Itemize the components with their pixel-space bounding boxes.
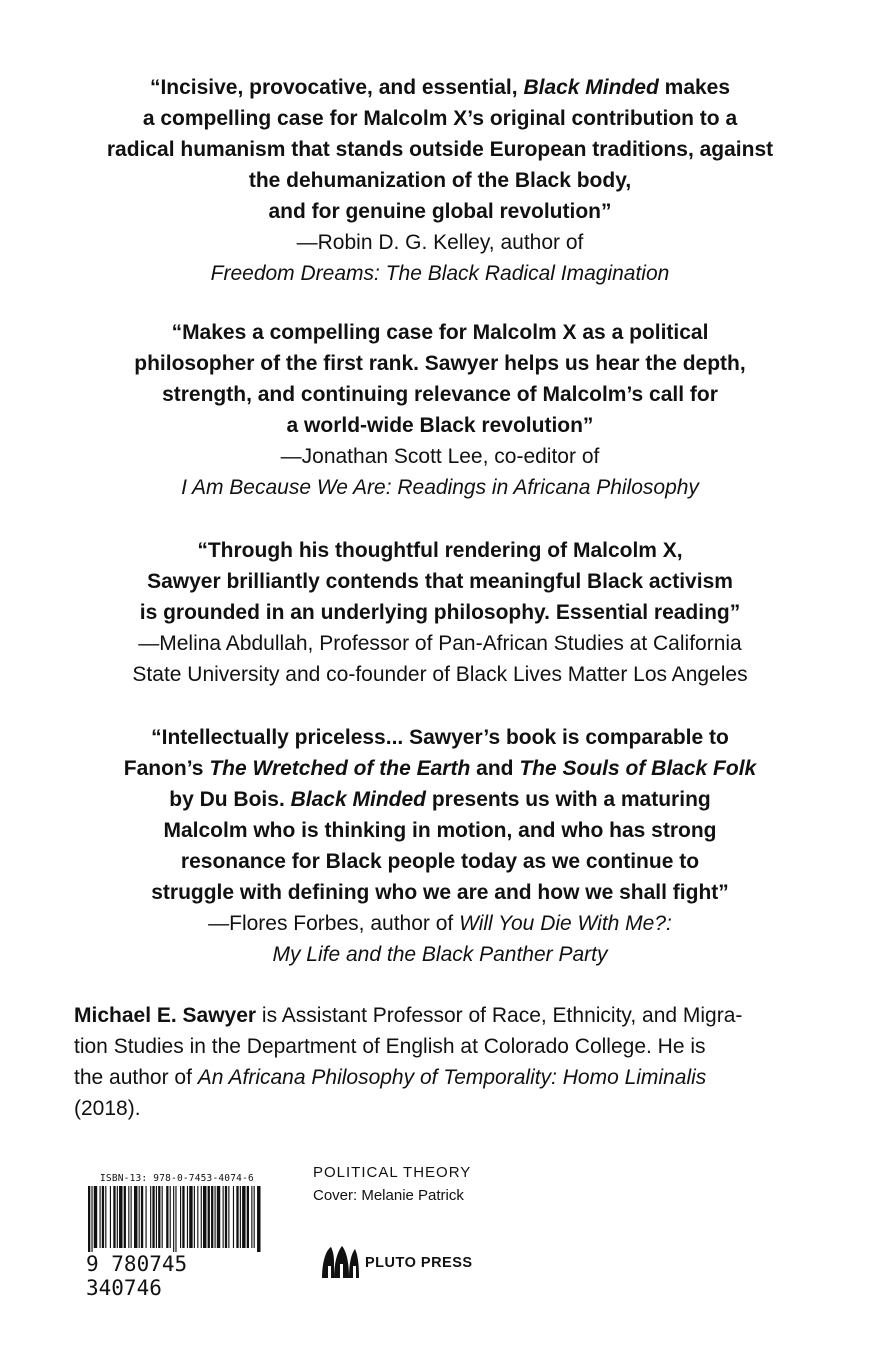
quote-line — [40, 165, 840, 196]
barcode-bar — [254, 1186, 255, 1248]
barcode-bar — [201, 1186, 202, 1248]
text-run: the author of — [74, 1066, 198, 1089]
barcode-bar — [141, 1186, 143, 1248]
text-run: is Assistant Professor of Race, Ethnicity, and Migra- — [256, 1004, 743, 1027]
barcode-bar — [119, 1186, 122, 1248]
bio-line — [74, 1000, 814, 1031]
italic-title: The Wretched of the Earth — [209, 757, 471, 780]
text-run: —Melina Abdullah, Professor of Pan-African Studies at California — [138, 632, 742, 655]
text-run: radical humanism that stands outside European traditions, against — [106, 138, 774, 161]
attribution-line — [40, 659, 840, 690]
text-run: —Jonathan Scott Lee, co-editor of — [280, 445, 600, 468]
barcode-bar — [242, 1186, 245, 1248]
attribution-line — [40, 908, 840, 939]
italic-title: Will You Die With Me?: — [459, 912, 672, 935]
quote-line — [40, 196, 840, 227]
quote-line — [40, 72, 840, 103]
barcode-bar — [203, 1186, 206, 1248]
barcode-bar — [223, 1186, 224, 1248]
isbn-label: ISBN-13: 978-0-7453-4074-6 — [100, 1173, 254, 1184]
attribution-line — [40, 227, 840, 258]
text-run: philosopher of the first rank. Sawyer helps us hear the depth, — [134, 352, 746, 375]
text-run: is grounded in an underlying philosophy. Essential reading” — [139, 601, 741, 624]
italic-title: The Souls of Black Folk — [519, 757, 757, 780]
barcode-bar — [139, 1186, 140, 1248]
barcode-bar — [131, 1186, 132, 1248]
barcode-bar — [128, 1186, 129, 1248]
italic-title: My Life and the Black Panther Party — [272, 943, 608, 966]
quote-line — [40, 722, 840, 753]
italic-title: I Am Because We Are: Readings in Africana Philosophy — [181, 476, 699, 499]
quote-line — [40, 134, 840, 165]
barcode-bar — [150, 1186, 151, 1248]
barcode-bar — [180, 1186, 181, 1248]
quote-line — [40, 846, 840, 877]
text-run: presents us with a maturing — [426, 788, 711, 811]
barcode-bar — [124, 1186, 126, 1248]
barcode-bar — [228, 1186, 229, 1248]
barcode-bar — [211, 1186, 213, 1248]
text-run: struggle with defining who we are and how we shall fight” — [151, 881, 729, 904]
text-run: State University and co-founder of Black Lives Matter Los Angeles — [132, 663, 748, 686]
barcode-bar — [170, 1186, 171, 1248]
barcode-bar — [194, 1186, 195, 1248]
barcode-bar — [117, 1186, 118, 1248]
barcode-bar — [189, 1186, 192, 1248]
barcode-bar — [156, 1186, 157, 1248]
quote-kelley — [40, 72, 840, 289]
text-run: a world-wide Black revolution” — [286, 414, 594, 437]
attribution-line — [40, 939, 840, 970]
barcode-bar — [113, 1186, 115, 1248]
barcode-bar — [240, 1186, 241, 1248]
author-bio — [74, 1000, 814, 1124]
bio-line — [74, 1093, 814, 1124]
barcode-bar — [217, 1186, 220, 1248]
barcode-bar — [247, 1186, 249, 1248]
barcode-bar — [94, 1186, 97, 1248]
barcode-bar — [257, 1186, 260, 1252]
text-run: a compelling case for Malcolm X’s original contribution to a — [142, 107, 738, 130]
pluto-press-logo-icon — [320, 1244, 360, 1280]
text-run: resonance for Black people today as we continue to — [180, 850, 700, 873]
barcode-bar — [102, 1186, 104, 1248]
quote-line — [40, 753, 840, 784]
publisher-mark — [320, 1244, 473, 1280]
text-run: makes — [658, 76, 731, 99]
barcode-bar — [175, 1186, 176, 1252]
barcode-bar — [251, 1186, 252, 1248]
text-run: (2018). — [74, 1097, 141, 1120]
attribution-line — [40, 472, 840, 503]
text-run: “Incisive, provocative, and essential, — [149, 76, 524, 99]
text-run: the dehumanization of the Black body, — [248, 169, 632, 192]
category-label: POLITICAL THEORY — [313, 1164, 472, 1181]
text-run: tion Studies in the Department of English at Colorado College. He is — [74, 1035, 706, 1058]
quote-line — [40, 410, 840, 441]
quote-line — [40, 317, 840, 348]
quote-lee — [40, 317, 840, 503]
barcode-bar — [187, 1186, 188, 1248]
quote-forbes — [40, 722, 840, 970]
barcode-bar — [88, 1186, 90, 1252]
barcode-bar — [208, 1186, 210, 1248]
quote-line — [40, 103, 840, 134]
barcode — [86, 1186, 262, 1252]
barcode-bar — [215, 1186, 216, 1248]
quote-line — [40, 535, 840, 566]
text-run: strength, and continuing relevance of Malcolm’s call for — [162, 383, 718, 406]
cover-credit: Cover: Melanie Patrick — [313, 1187, 464, 1204]
text-run: —Flores Forbes, author of — [208, 912, 460, 935]
attribution-line — [40, 441, 840, 472]
barcode-digits: 9 780745 340746 — [86, 1252, 188, 1300]
barcode-bar — [197, 1186, 198, 1248]
quote-line — [40, 784, 840, 815]
italic-title: An Africana Philosophy of Temporality: Homo Liminalis — [197, 1066, 707, 1089]
quote-line — [40, 597, 840, 628]
quote-line — [40, 877, 840, 908]
text-run: and for genuine global revolution” — [268, 200, 612, 223]
attribution-line — [40, 258, 840, 289]
text-run: and — [470, 757, 520, 780]
text-run: Malcolm who is thinking in motion, and who has strong — [163, 819, 717, 842]
barcode-bar — [152, 1186, 154, 1248]
text-run: Fanon’s — [123, 757, 210, 780]
barcode-bar — [233, 1186, 234, 1248]
barcode-bar — [236, 1186, 238, 1248]
barcode-bar — [146, 1186, 147, 1248]
bold-name: Michael E. Sawyer — [74, 1004, 257, 1027]
barcode-bar — [173, 1186, 174, 1252]
barcode-bar — [110, 1186, 111, 1248]
barcode-bar — [100, 1186, 101, 1248]
quote-line — [40, 566, 840, 597]
barcode-bar — [182, 1186, 184, 1248]
italic-title: Black Minded — [290, 788, 426, 811]
quote-line — [40, 348, 840, 379]
bio-line — [74, 1031, 814, 1062]
text-run: Sawyer brilliantly contends that meaningful Black activism — [147, 570, 733, 593]
italic-title: Black Minded — [523, 76, 659, 99]
attribution-line — [40, 628, 840, 659]
barcode-bar — [162, 1186, 163, 1248]
text-run: —Robin D. G. Kelley, author of — [296, 231, 584, 254]
barcode-bar — [158, 1186, 160, 1248]
bio-line — [74, 1062, 814, 1093]
quote-line — [40, 379, 840, 410]
text-run: “Through his thoughtful rendering of Malcolm X, — [197, 539, 683, 562]
quote-line — [40, 815, 840, 846]
publisher-name: PLUTO PRESS — [365, 1255, 473, 1271]
quote-abdullah — [40, 535, 840, 690]
barcode-bar — [166, 1186, 168, 1248]
barcode-bar — [91, 1186, 92, 1252]
text-run: “Intellectually priceless... Sawyer’s book is comparable to — [151, 726, 729, 749]
barcode-bar — [105, 1186, 106, 1248]
barcode-bar — [225, 1186, 227, 1248]
barcode-bar — [134, 1186, 137, 1248]
text-run: “Makes a compelling case for Malcolm X as a political — [171, 321, 709, 344]
italic-title: Freedom Dreams: The Black Radical Imagination — [210, 262, 670, 285]
text-run: by Du Bois. — [169, 788, 291, 811]
